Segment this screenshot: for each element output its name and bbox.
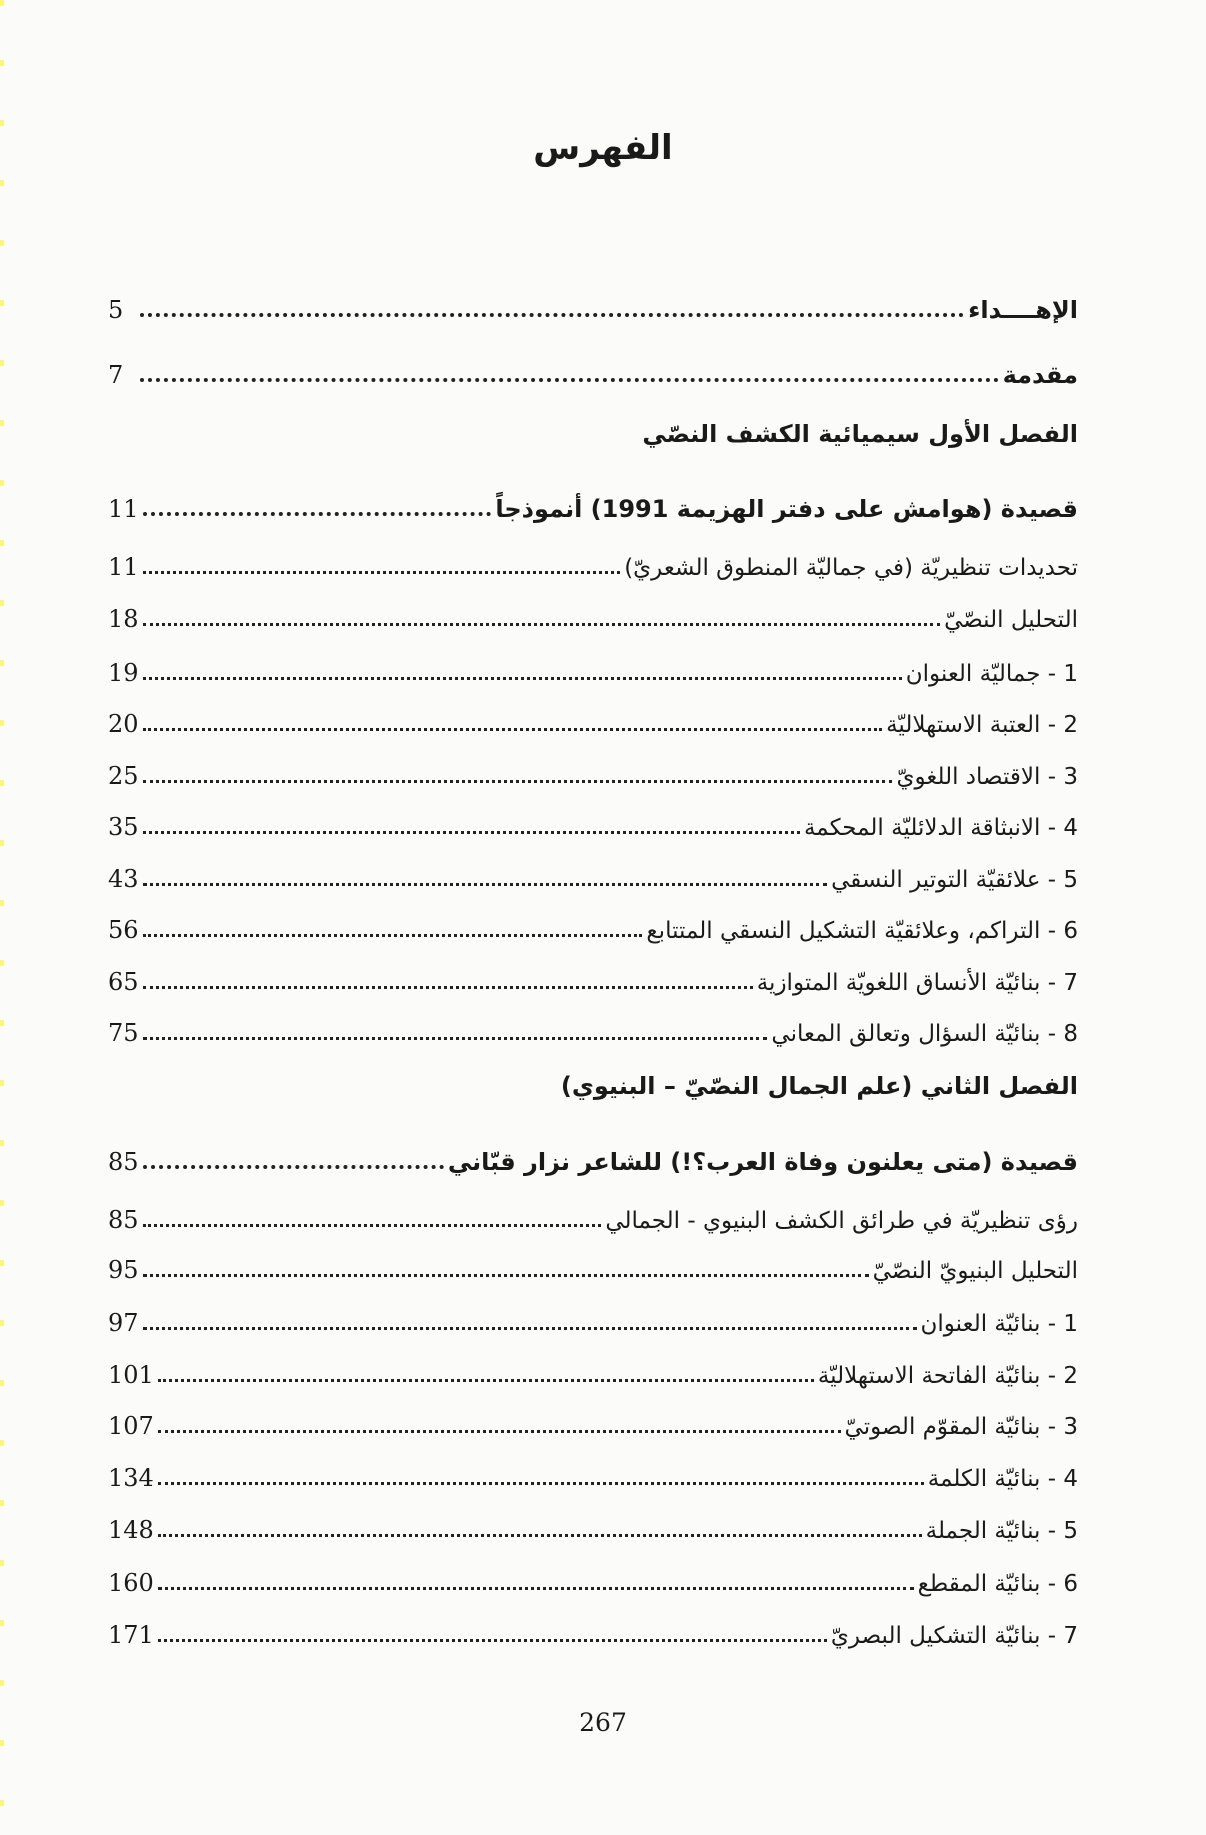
dot-leader <box>143 883 828 886</box>
entry-page: 171 <box>108 1621 154 1649</box>
entry-label: 6 - بنائيّة المقطع <box>917 1571 1078 1597</box>
toc-entry[interactable] <box>108 1504 1078 1544</box>
entry-page: 35 <box>108 813 139 841</box>
dot-leader <box>158 1587 914 1590</box>
toc-entry[interactable] <box>108 1557 1078 1597</box>
toc-entry-introduction[interactable] <box>108 349 1078 389</box>
dot-leader <box>143 571 621 574</box>
toc-entry[interactable] <box>108 1452 1078 1492</box>
entry-page: 11 <box>108 495 139 523</box>
entry-label: 3 - بنائيّة المقوّم الصوتيّ <box>844 1414 1078 1440</box>
entry-label: 1 - جماليّة العنوان <box>905 661 1078 687</box>
entry-label: قصيدة (هوامش على دفتر الهزيمة 1991) أنموذجاً <box>495 495 1078 523</box>
entry-label: 1 - بنائيّة العنوان <box>920 1311 1078 1337</box>
entry-label: 3 - الاقتصاد اللغويّ <box>896 764 1078 790</box>
dot-leader <box>143 986 753 989</box>
dot-leader <box>158 1639 827 1642</box>
toc-entry[interactable] <box>108 1609 1078 1649</box>
entry-label: 2 - بنائيّة الفاتحة الاستهلاليّة <box>817 1363 1078 1389</box>
entry-page: 19 <box>108 659 139 687</box>
entry-page: 97 <box>108 1309 139 1337</box>
page-number: 267 <box>579 1708 627 1737</box>
entry-label: 4 - الانبثاقة الدلائليّة المحكمة <box>803 815 1078 841</box>
entry-page: 160 <box>108 1569 154 1597</box>
toc-entry[interactable] <box>108 801 1078 841</box>
entry-label: الإهــــداء <box>968 296 1078 324</box>
entry-label: تحديدات تنظيريّة (في جماليّة المنطوق الشعريّ) <box>624 555 1078 581</box>
chapter-1-heading: الفصل الأول سيميائية الكشف النصّي <box>642 420 1078 448</box>
page-edge-marks <box>0 0 4 1835</box>
toc-entry[interactable] <box>108 956 1078 996</box>
toc-entry[interactable] <box>108 904 1078 944</box>
entry-page: 7 <box>108 361 124 389</box>
toc-entry[interactable] <box>108 647 1078 687</box>
entry-page: 95 <box>108 1256 139 1284</box>
entry-page: 101 <box>108 1361 154 1389</box>
dot-leader <box>143 1327 917 1330</box>
toc-entry-poem-2[interactable] <box>108 1136 1078 1176</box>
entry-label: التحليل النصّيّ <box>944 607 1078 633</box>
toc-entry[interactable] <box>108 853 1078 893</box>
entry-page: 43 <box>108 865 139 893</box>
toc-entry[interactable] <box>108 1349 1078 1389</box>
dot-leader <box>158 1482 924 1485</box>
dot-leader <box>143 1224 602 1227</box>
toc-entry[interactable] <box>108 750 1078 790</box>
entry-label: 7 - بنائيّة الأنساق اللغويّة المتوازية <box>756 970 1078 996</box>
entry-label: 2 - العتبة الاستهلاليّة <box>886 712 1078 738</box>
entry-page: 134 <box>108 1464 154 1492</box>
toc-entry[interactable] <box>108 1400 1078 1440</box>
entry-page: 11 <box>108 553 139 581</box>
entry-label: قصيدة (متى يعلنون وفاة العرب؟!) للشاعر نزار قبّاني <box>447 1148 1078 1176</box>
dot-leader <box>143 623 941 626</box>
toc-entry-dedication[interactable] <box>108 284 1078 324</box>
entry-page: 148 <box>108 1516 154 1544</box>
entry-label: 6 - التراكم، وعلائقيّة التشكيل النسقي المتتابع <box>646 918 1078 944</box>
entry-label: 7 - بنائيّة التشكيل البصريّ <box>830 1623 1078 1649</box>
dot-leader <box>158 1379 814 1382</box>
dot-leader <box>158 1430 841 1433</box>
toc-entry[interactable] <box>108 593 1078 633</box>
entry-page: 75 <box>108 1019 139 1047</box>
dot-leader <box>140 313 964 317</box>
toc-entry[interactable] <box>108 541 1078 581</box>
toc-entry[interactable] <box>108 1194 1078 1234</box>
dot-leader <box>143 1165 444 1169</box>
dot-leader <box>143 1274 869 1277</box>
toc-entry[interactable] <box>108 1007 1078 1047</box>
dot-leader <box>143 728 883 731</box>
entry-label: 8 - بنائيّة السؤال وتعالق المعاني <box>771 1021 1078 1047</box>
dot-leader <box>140 378 999 382</box>
toc-entry[interactable] <box>108 698 1078 738</box>
dot-leader <box>143 1037 768 1040</box>
chapter-2-heading: الفصل الثاني (علم الجمال النصّيّ – البنيوي) <box>560 1072 1078 1100</box>
dot-leader <box>158 1534 922 1537</box>
toc-entry[interactable] <box>108 1244 1078 1284</box>
entry-label: رؤى تنظيريّة في طرائق الكشف البنيوي - الجمالي <box>605 1208 1078 1234</box>
entry-page: 107 <box>108 1412 154 1440</box>
entry-page: 65 <box>108 968 139 996</box>
dot-leader <box>143 512 492 516</box>
entry-label: 5 - علائقيّة التوتير النسقي <box>831 867 1078 893</box>
dot-leader <box>143 780 893 783</box>
entry-page: 18 <box>108 605 139 633</box>
page-title: الفهرس <box>533 128 673 168</box>
entry-page: 56 <box>108 916 139 944</box>
entry-label: 5 - بنائيّة الجملة <box>925 1518 1078 1544</box>
toc-entry-poem-1[interactable] <box>108 483 1078 523</box>
entry-page: 20 <box>108 710 139 738</box>
entry-label: مقدمة <box>1002 361 1078 389</box>
dot-leader <box>143 677 902 680</box>
entry-label: التحليل البنيويّ النصّيّ <box>872 1258 1078 1284</box>
dot-leader <box>143 831 800 834</box>
dot-leader <box>143 934 643 937</box>
entry-page: 85 <box>108 1148 139 1176</box>
entry-page: 25 <box>108 762 139 790</box>
entry-page: 5 <box>108 296 124 324</box>
toc-entry[interactable] <box>108 1297 1078 1337</box>
entry-label: 4 - بنائيّة الكلمة <box>927 1466 1078 1492</box>
entry-page: 85 <box>108 1206 139 1234</box>
